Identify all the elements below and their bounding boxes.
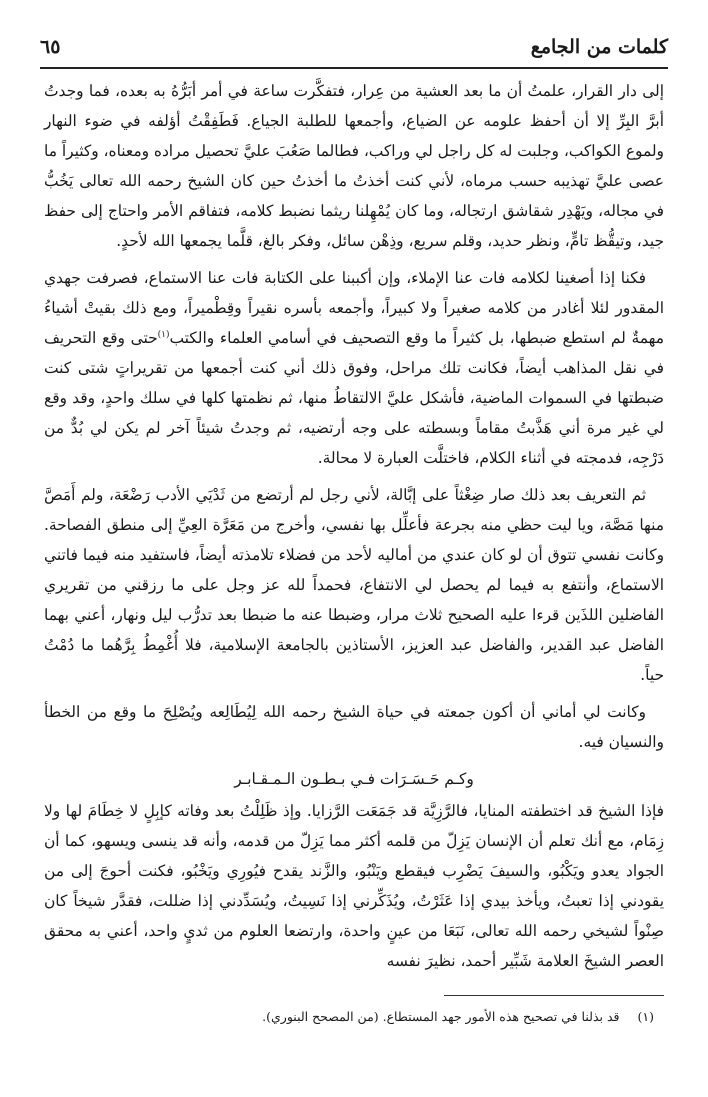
page-number: ٦٥ <box>40 36 61 58</box>
footnote-text: قد بذلنا في تصحيح هذه الأمور جهد المستطاع. (من المصحح البنوري). <box>262 1009 620 1024</box>
paragraph-1: إلى دار القرار، علمتُ أن ما بعد العشية من عِرار، فتفكَّرت ساعة في أمر أبَرُّهُ به بعده، فما وجدتُ أبرَّ البِرِّ إلا أن أحفظ علومه عن الضياع، وأجمعها للطلبة الجياع. فَطَفِقْتُ أؤلفه في ضوء النهار ولموع الكواكب، وجلبت له كل راجل لي وراكب، فطالما صَعُبَ عليَّ تحصيل مراده ومعناه، وكثيراً ما عصى عليَّ تهذيبه حسب مرماه، لأني كنت أخذتُ ما أخذتُ حين كان الشيخ رحمه الله تعالى يَخُبُّ في مجاله، ويَهْدِر شقاشق ارتجاله، وما كان يُمْهِلنا ريثما نضبط كلامه، فتفاقم الأمر واحتاج إلى حفظ جيد، وتيقُّظ تامٍّ، ونظر حديد، وقلم سريع، وذِهْن سائل، وفكر بالغ، قلَّما يجمعها الله لأحدٍ. <box>44 82 664 250</box>
header-title: كلمات من الجامع <box>530 36 668 58</box>
paragraph-4: وكانت لي أماني أن أكون جمعته في حياة الشيخ رحمه الله لِيُطَالِعه ويُصْلِحَ ما وقع من الخطأ والنسيان فيه. <box>44 703 664 751</box>
footnote-number: (١) <box>637 1009 654 1024</box>
header-rule <box>40 67 668 69</box>
paragraph-2-text: فكنا إذا أصغينا لكلامه فات عنا الإملاء، وإن أكببنا على الكتابة فات عنا الاستماع، فصرفت جهدي المقدور لئلا أغادر من كلامه صغيراً ولا كبيراً، وأجمعه بأسره نقيراً وقِطْميراً، ومع ذلك بقيتْ أشياءُ مهمةٌ لم استطع ضبطها، بل كثيراً ما وقع التصحيف في أسامي العلماء والكتب <box>44 269 664 347</box>
paragraph-2-continued: حتى وقع التحريف في نقل المذاهب أيضاً، فكانت تلك مراحل، وفوق ذلك أني كنت أجمعها من تقريراتٍ شتى كنت ضبطتها في السموات الماضية، فأشكل عليَّ الالتقاطُ منها، ثم نظمتها كلها في سلك واحدٍ، وقد وقع لي غير مرة أني هَذَّبتُ مقاماً وبسطته على وجه أرتضيه، ثم وجدتُ شيئاً آخر لم يكن لي بُدٌّ من دَرْجِه، فدمجته في أثناء الكلام، فاختلَّت العبارة لا محالة. <box>44 329 664 467</box>
footnote-marker: (١) <box>157 329 170 340</box>
verse-subheading: وكـم حَـسَـرَات فـي بـطـون الـمـقـابـر <box>234 770 474 788</box>
footnote-rule <box>444 995 664 996</box>
footnote <box>44 1006 654 1028</box>
paragraph-5: فإذا الشيخ قد اختطفته المنايا، فالرَّزِيَّة قد جَمَعَت الرَّزايا. وإذ ظَلِلْتُ بعد وفاته كإبِلٍ لا خِطَامَ لها ولا زِمَام، مع أنك تعلم أن الإنسان يَزِلّ من قلمه أكثر مما يَزِلّ من قدمه، وأنه قد ينسى ويسهو، كما أن الجواد يعدو ويَكْبُو، والسيفَ يَضْرِب فيقطع ويَنْبُو، والزَّند يقدح فيُورِي ويَخْبُو، فكنت أحوجَ إلى من يقودني إذا تعبتُ، ويأخذ بيدي إذا عَثَرْتُ، ويُذَكِّرني إذا نَسِيتُ، ويُسَدِّدني إذا ضللت، فقدَّر شيخاً كان صِنْواً لشيخي رحمه الله تعالى، نَبَعَا من عينٍ واحدة، وارتضعا العلوم من ثديٍ واحد، أعني به محقق العصر الشيخَ العلامة شَبِّير أحمد، نظيرَ نفسه <box>44 802 664 970</box>
paragraph-2 <box>44 263 664 473</box>
page-body <box>44 76 664 983</box>
running-header <box>40 30 668 64</box>
paragraph-3: ثم التعريف بعد ذلك صار ضِغْثاً على إبَّالة، لأني رجل لم أرتضع من ثَدْيَي الأدب رَضْعَة، ولم أَمَصَّ منها مَصَّة، ويا ليت حظي منه بجرعة فأعلِّل بها نفسي، وأخرج من مَعَرَّة العِيِّ إلى منطق الفصاحة. وكانت نفسي تتوق أن لو كان عندي من أماليه لأحد من فضلاء تلامذته أيضاً، فاستفيد منه فيما فاتني الاستماع، وأنتفع به فيما لم يحصل لي الانتفاع، فحمداً لله عز وجل على ما رزقني من تقريري الفاضلين اللذَين قرءا عليه الصحيح ثلاث مرار، وضبطا عنه ما ضبطا بعد تدرُّب ليل ونهار، أعني بهما الفاضل عبد القدير، والفاضل عبد العزيز، الأستاذين بالجامعة الإسلامية، فلا أُغْمِطُ بِرَّهُما ما دُمْتُ حياً. <box>44 486 664 684</box>
